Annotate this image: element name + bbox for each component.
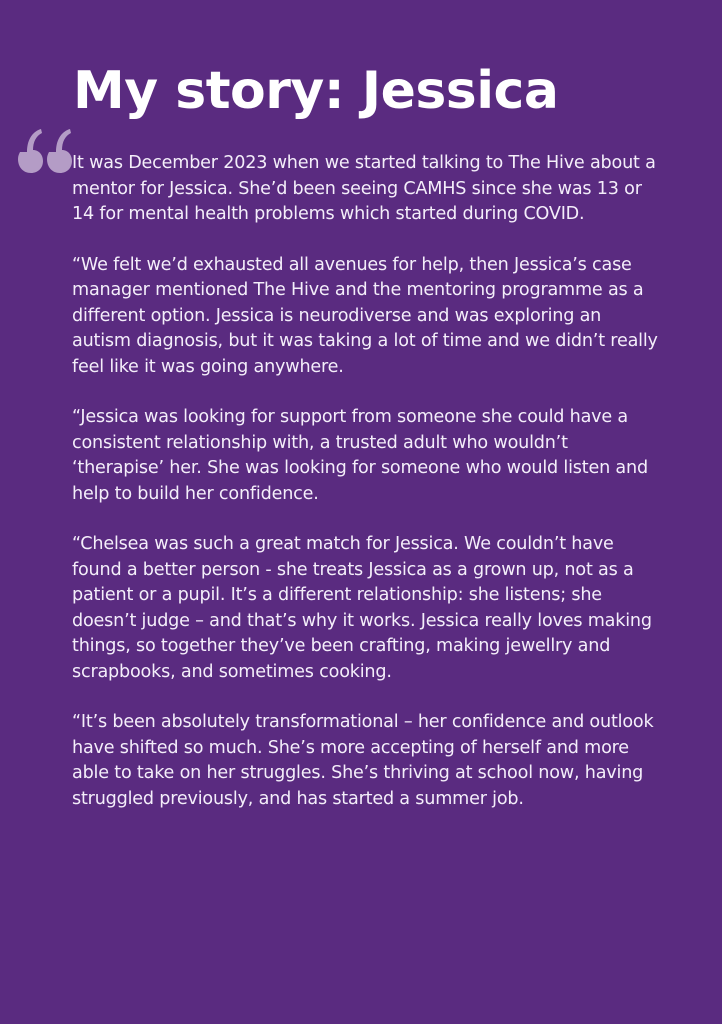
story-paragraph-1: It was December 2023 when we started talking to The Hive about a mentor for Jessica. She’d been seeing CAMHS since she was 13 or 14 for mental health problems which started during COVID.: [72, 153, 656, 224]
story-paragraph-3: “Jessica was looking for support from someone she could have a consistent relationship with, a trusted adult who wouldn’t ‘therapise’ her. She was looking for someone who would listen and help to build her confidence.: [72, 407, 648, 504]
story-paragraph-5: “It’s been absolutely transformational – her confidence and outlook have shifted so much. She’s more accepting of herself and more able to take on her struggles. She’s thriving at school now, having struggled previously, and has started a summer job.: [72, 712, 654, 809]
quote-mark-icon: [14, 120, 76, 176]
story-paragraph-2: “We felt we’d exhausted all avenues for help, then Jessica’s case manager mentioned The Hive and the mentoring programme as a different option. Jessica is neurodiverse and was exploring an autism diagnosis, but it was taking a lot of time and we didn’t really feel like it was going anywhere.: [72, 254, 658, 377]
story-paragraph-4: “Chelsea was such a great match for Jessica. We couldn’t have found a better person - she treats Jessica as a grown up, not as a patient or a pupil. It’s a different relationship: she listens; she doesn’t judge – and that’s why it works. Jessica really loves making things, so together they’ve been crafting, making jewellry and scrapbooks, and sometimes cooking.: [72, 534, 652, 682]
page-title: My story: Jessica: [73, 61, 559, 121]
story-body: [72, 151, 660, 837]
